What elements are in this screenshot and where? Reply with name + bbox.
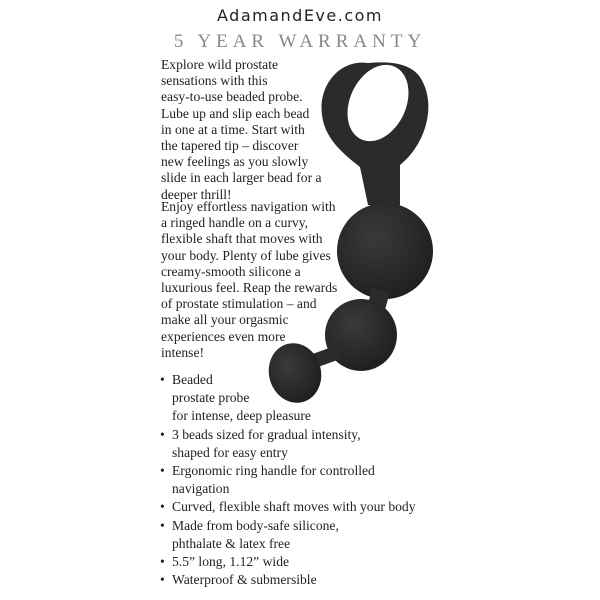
feature-item	[160, 553, 416, 571]
product-image	[250, 55, 450, 405]
feature-text: prostate probe	[172, 390, 250, 406]
feature-text: • 5.5” long, 1.12” wide	[172, 554, 290, 570]
text-line: Explore wild prostate	[161, 57, 279, 72]
text-line: sensations with this	[161, 73, 268, 89]
feature-text: • Curved, flexible shaft moves with your body	[172, 499, 416, 515]
feature-text: • Waterproof & submersible	[172, 572, 317, 588]
text-line: make all your orgasmic	[161, 312, 289, 328]
text-line: a ringed handle on a curvy,	[161, 215, 309, 231]
site-url: AdamandEve.com	[217, 6, 383, 25]
text-line: easy-to-use beaded probe.	[161, 89, 303, 105]
feature-item	[160, 426, 416, 462]
warranty-heading: 5 YEAR WARRANTY	[173, 31, 427, 52]
text-line: the tapered tip – discover	[161, 138, 299, 154]
feature-text: phthalate & latex free	[172, 535, 291, 551]
text-line: experiences even more	[161, 328, 286, 344]
feature-item	[160, 371, 416, 426]
text-line: new feelings as you slowly	[161, 154, 309, 170]
text-line: slide in each larger bead for a	[161, 170, 322, 186]
feature-item	[160, 498, 416, 516]
text-line: flexible shaft that moves with	[161, 231, 323, 247]
text-line: Enjoy effortless navigation with	[161, 199, 336, 214]
feature-text: shaped for easy entry	[172, 444, 288, 460]
feature-item	[160, 517, 416, 553]
feature-item	[160, 571, 416, 589]
text-line: your body. Plenty of lube gives	[161, 247, 331, 263]
feature-text: • 3 beads sized for gradual intensity,	[172, 426, 361, 442]
features-list	[160, 371, 416, 589]
text-line: in one at a time. Start with	[161, 121, 305, 137]
text-line: of prostate stimulation – and	[161, 296, 317, 312]
feature-text: for intense, deep pleasure	[172, 408, 311, 424]
feature-text: • Ergonomic ring handle for controlled	[172, 463, 375, 479]
text-line: creamy-smooth silicone a	[161, 263, 301, 279]
feature-text: navigation	[172, 481, 230, 497]
text-line: luxurious feel. Reap the rewards	[161, 280, 338, 296]
text-line: Lube up and slip each bead	[161, 105, 310, 121]
feature-item	[160, 462, 416, 498]
feature-text: • Made from body-safe silicone,	[172, 517, 339, 533]
feature-text: • Beaded	[172, 372, 213, 387]
text-line: deeper thrill!	[161, 186, 232, 202]
text-line: intense!	[161, 344, 205, 360]
